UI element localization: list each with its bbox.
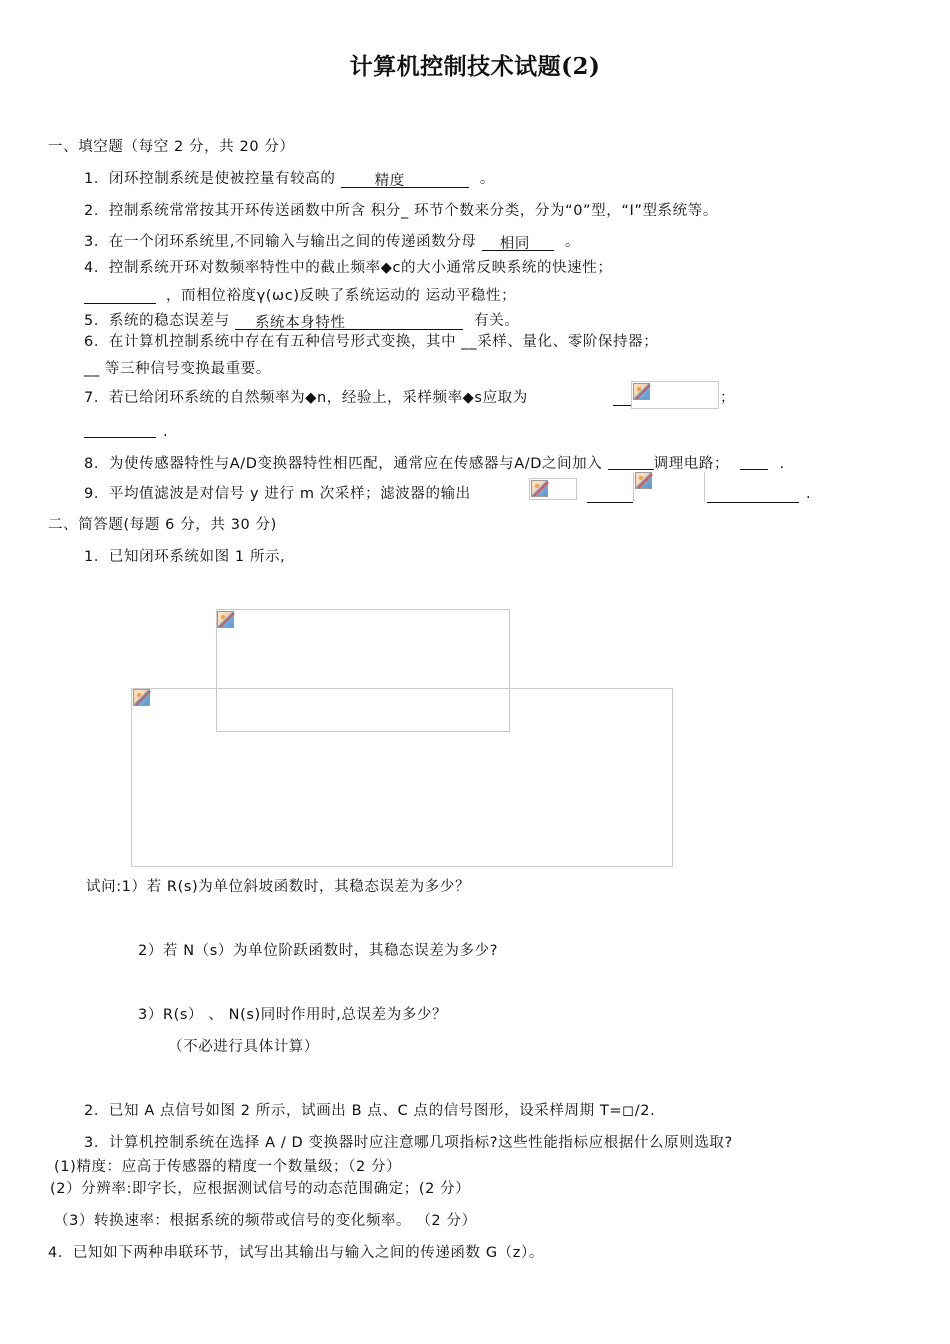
q8-prefix: 8．为使传感器特性与A/D变换器特性相匹配，通常应在传感器与A/D之间加入 xyxy=(84,456,603,472)
question-1-8 xyxy=(84,453,785,473)
question-1-4-line2: ，而相位裕度γ(ωc)反映了系统运动的 运动平稳性； xyxy=(166,288,517,304)
question-1-7: 7．若已给闭环系统的自然频率为◆n，经验上，采样频率◆s应取为 xyxy=(84,390,528,406)
q5-prefix: 5．系统的稳态误差与 xyxy=(84,313,230,329)
question-1-2: 2．控制系统常常按其开环传送函数中所含 积分_ 环节个数来分类，分为“0”型，“Ⅰ”型系统等。 xyxy=(84,203,718,219)
figure-1-diagram-placeholder xyxy=(131,688,673,867)
question-2-4: 4．已知如下两种串联环节，试写出其输出与输入之间的传递函数 G（z）。 xyxy=(48,1245,544,1261)
q7-semicolon: ； xyxy=(720,390,736,406)
question-1-3 xyxy=(84,233,580,251)
question-1-1 xyxy=(84,170,495,188)
section1-heading: 一、填空题（每空 2 分，共 20 分） xyxy=(48,139,295,155)
page-title: 计算机控制技术试题(2) xyxy=(349,53,601,80)
broken-image-icon xyxy=(531,480,548,497)
question-1-6-line2: __ 等三种信号变换最重要。 xyxy=(84,361,272,377)
q1-prefix: 1．闭环控制系统是使被控量有较高的 xyxy=(84,171,336,187)
q8-blank xyxy=(608,453,654,470)
q3-suffix: 。 xyxy=(564,234,581,250)
q5-answer: 系统本身特性 xyxy=(235,314,463,330)
q3-prefix: 3．在一个闭环系统里,不同输入与输出之间的传递函数分母 xyxy=(84,234,477,250)
question-1-6-line1: 6．在计算机控制系统中存在有五种信号形式变换，其中 __采样、量化、零阶保持器； xyxy=(84,334,659,350)
q8-blank-2 xyxy=(740,453,768,470)
broken-image-icon xyxy=(133,689,150,706)
answer-2-3-3: （3）转换速率：根据系统的频带或信号的变化频率。 （2 分） xyxy=(54,1213,477,1229)
q9-blank-2 xyxy=(707,501,799,503)
q8-answer: 调理电路； xyxy=(653,456,730,472)
q1-suffix: 。 xyxy=(479,171,495,187)
question-1-5 xyxy=(84,312,519,330)
question-1-4-line1: 4．控制系统开环对数频率特性中的截止频率◆c的大小通常反映系统的快速性； xyxy=(84,260,613,276)
q5-suffix: 有关。 xyxy=(474,313,520,329)
broken-image-icon xyxy=(635,472,652,489)
broken-image-icon xyxy=(633,383,650,400)
q3-answer: 相同 xyxy=(482,235,554,251)
section2-heading: 二、简答题(每题 6 分，共 30 分) xyxy=(48,517,277,533)
q7-blank xyxy=(84,436,156,438)
q1-answer: 精度 xyxy=(341,172,469,188)
question-2-3: 3．计算机控制系统在选择 A / D 变换器时应注意哪几项指标?这些性能指标应根据什么原则选取? xyxy=(84,1135,733,1151)
q9-blank-1 xyxy=(587,501,633,503)
q4-blank xyxy=(84,302,156,304)
question-1-9: 9．平均值滤波是对信号 y 进行 m 次采样；滤波器的输出 xyxy=(84,486,471,502)
question-2-1-ask2: 2）若 N（s）为单位阶跃函数时，其稳态误差为多少? xyxy=(138,943,499,959)
question-2-1-ask3: 3）R(s） 、 N(s)同时作用时,总误差为多少？ xyxy=(138,1007,448,1023)
question-2-1-ask1: 试问:1）若 R(s)为单位斜坡函数时，其稳态误差为多少？ xyxy=(86,879,471,895)
question-2-1: 1．已知闭环系统如图 1 所示, xyxy=(84,549,286,565)
q9-end: . xyxy=(806,486,812,502)
answer-2-3-1: (1)精度：应高于传感器的精度一个数量级；（2 分） xyxy=(54,1159,402,1175)
question-2-2: 2．已知 A 点信号如图 2 所示，试画出 B 点、C 点的信号图形，设采样周期 T=◻/2. xyxy=(84,1103,656,1119)
broken-image-icon xyxy=(217,611,234,628)
q8-tail: . xyxy=(779,456,785,472)
q7-blank-lead xyxy=(613,404,633,406)
q7-end: . xyxy=(163,424,169,440)
question-2-1-note: （不必进行具体计算） xyxy=(168,1039,319,1055)
answer-2-3-2: (2）分辨率:即字长，应根据测试信号的动态范围确定；(2 分） xyxy=(50,1181,471,1197)
